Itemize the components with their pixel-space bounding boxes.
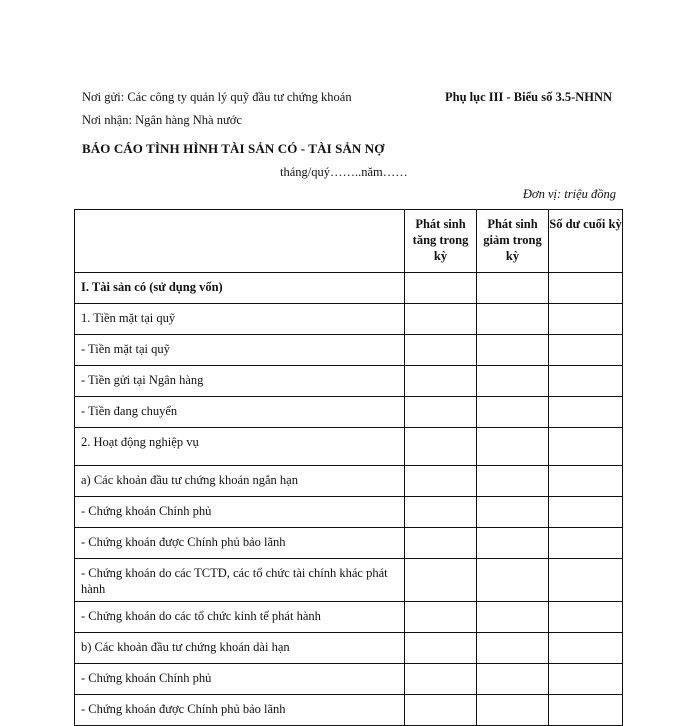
table-row [75,366,623,397]
balance-cell [549,273,623,304]
row-label: 2. Hoạt động nghiệp vụ [75,428,405,466]
increase-cell [405,466,477,497]
row-label: - Chứng khoán Chính phủ [75,497,405,528]
unit-label: Đơn vị: triệu đồng [522,187,616,201]
decrease-cell [477,335,549,366]
increase-cell [405,397,477,428]
balance-cell [549,428,623,466]
decrease-cell [477,664,549,695]
increase-cell [405,304,477,335]
decrease-cell [477,273,549,304]
increase-cell [405,335,477,366]
decrease-cell [477,366,549,397]
report-title: BÁO CÁO TÌNH HÌNH TÀI SẢN CÓ - TÀI SẢN NỢ [82,141,385,156]
table-row [75,633,623,664]
increase-cell [405,633,477,664]
table-row [75,559,623,602]
increase-cell [405,366,477,397]
row-label: a) Các khoản đầu tư chứng khoán ngắn hạn [75,466,405,497]
appendix-label: Phụ lục III - Biểu số 3.5-NHNN [445,90,613,104]
table-row [75,428,623,466]
table-row [75,695,623,726]
sender-line: Nơi gửi: Các công ty quản lý quỹ đầu tư chứng khoán [82,90,352,104]
table-row [75,664,623,695]
increase-cell [405,602,477,633]
row-label: - Tiền mặt tại quỹ [75,335,405,366]
decrease-cell [477,428,549,466]
increase-cell [405,559,477,602]
row-label: - Chứng khoán được Chính phủ bảo lãnh [75,528,405,559]
table-row [75,397,623,428]
decrease-cell [477,397,549,428]
receiver-line: Nơi nhận: Ngân hàng Nhà nước [82,113,242,127]
decrease-cell [477,633,549,664]
header-decrease: Phát sinh giảm trong kỳ [477,210,549,273]
balance-cell [549,497,623,528]
increase-cell [405,695,477,726]
table-row [75,273,623,304]
decrease-cell [477,559,549,602]
decrease-cell [477,497,549,528]
increase-cell [405,428,477,466]
balance-cell [549,397,623,428]
balance-table [74,209,623,726]
row-label: - Tiền gửi tại Ngân hàng [75,366,405,397]
header-increase: Phát sinh tăng trong kỳ [405,210,477,273]
balance-cell [549,304,623,335]
balance-cell [549,602,623,633]
balance-cell [549,528,623,559]
row-label: b) Các khoản đầu tư chứng khoán dài hạn [75,633,405,664]
balance-cell [549,559,623,602]
table-row [75,304,623,335]
header-ending-balance: Số dư cuối kỳ [549,210,623,273]
table-row [75,528,623,559]
report-period: tháng/quý……..năm…… [280,165,408,179]
row-label: - Chứng khoán do các tổ chức kinh tế phát hành [75,602,405,633]
table-row [75,497,623,528]
row-label: - Chứng khoán Chính phủ [75,664,405,695]
balance-cell [549,466,623,497]
decrease-cell [477,304,549,335]
increase-cell [405,664,477,695]
decrease-cell [477,602,549,633]
header-item [75,210,405,273]
balance-cell [549,335,623,366]
increase-cell [405,273,477,304]
balance-cell [549,633,623,664]
balance-cell [549,366,623,397]
row-label: - Tiền đang chuyển [75,397,405,428]
balance-cell [549,695,623,726]
table-row [75,335,623,366]
decrease-cell [477,528,549,559]
row-label: - Chứng khoán do các TCTD, các tổ chức tài chính khác phát hành [75,559,405,602]
row-label: - Chứng khoán được Chính phủ bảo lãnh [75,695,405,726]
table-header-row [75,210,623,273]
increase-cell [405,497,477,528]
table-row [75,602,623,633]
balance-cell [549,664,623,695]
increase-cell [405,528,477,559]
row-label: I. Tài sản có (sử dụng vốn) [75,273,405,304]
table-row [75,466,623,497]
row-label: 1. Tiền mặt tại quỹ [75,304,405,335]
decrease-cell [477,695,549,726]
decrease-cell [477,466,549,497]
